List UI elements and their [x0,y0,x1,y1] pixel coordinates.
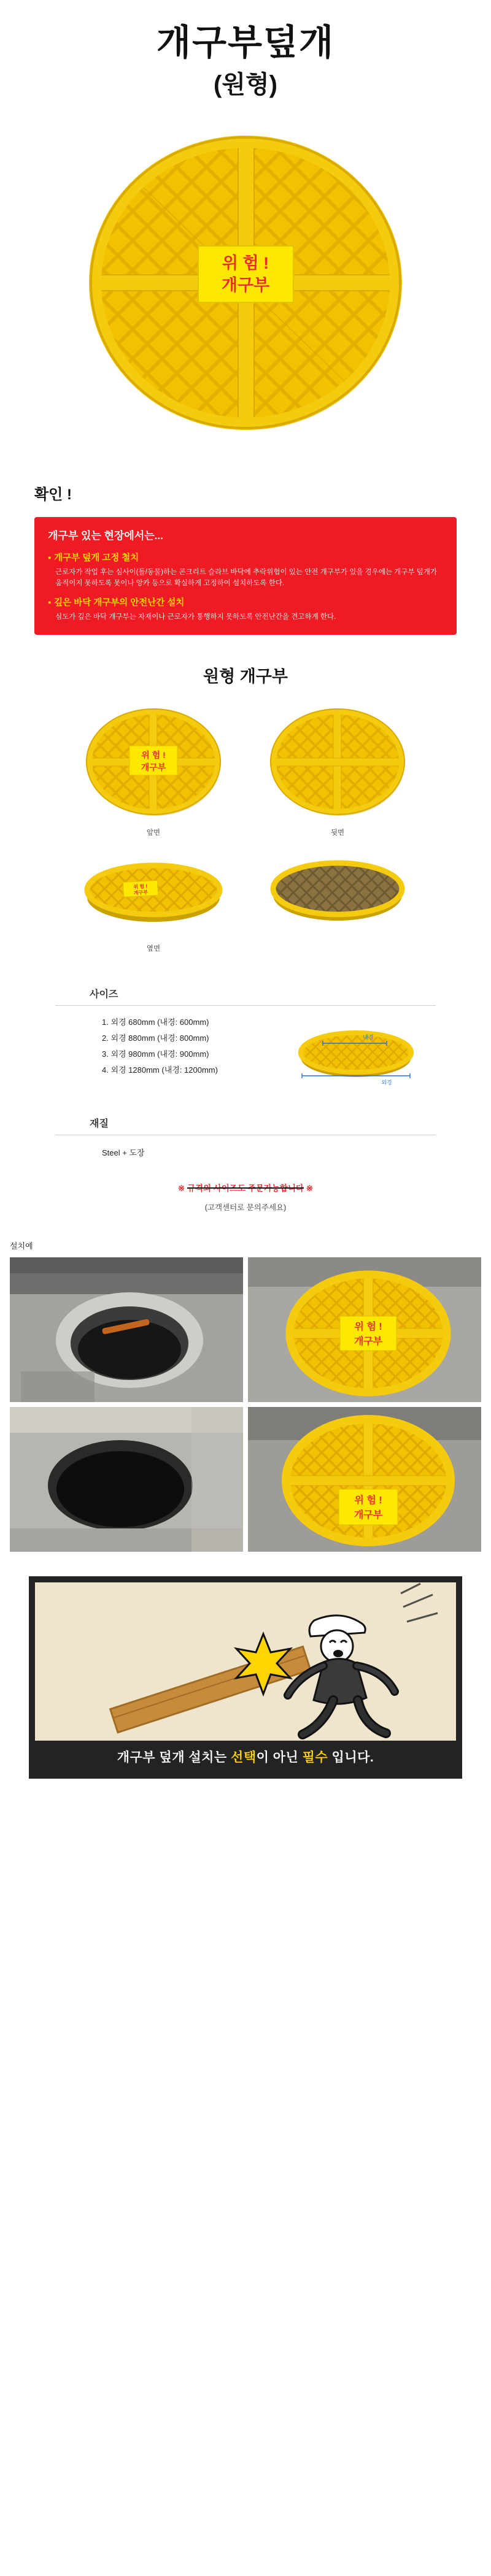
notice-suffix-icon: ※ [306,1183,314,1193]
product-view-back [246,705,430,846]
size-item: 3. 외경 980mm (내경: 900mm) [102,1049,209,1059]
angle-view-illustration [261,846,414,938]
side-sign-line2: 개구부 [133,889,149,896]
confirm-heading: 확인 ! [34,486,72,503]
custom-size-notice [55,1181,436,1213]
footer-slogan-post: 입니다. [328,1750,374,1765]
custom-size-notice-sub: (고객센터로 문의주세요) [204,1203,287,1212]
footer-cartoon [35,1582,456,1741]
install-photo-2 [248,1257,481,1402]
diagram-inner-label: 내경 [363,1033,374,1040]
size-diagram [295,1014,436,1091]
footer-slogan [117,1747,374,1766]
product-view-side [61,846,246,962]
photo4-sign-line2: 개구부 [354,1509,383,1520]
install-photo-3 [10,1407,243,1552]
material-spec-title: 재질 [55,1116,436,1135]
side-view-caption: 옆면 [146,945,161,953]
size-item: 2. 외경 880mm (내경: 800mm) [102,1033,209,1043]
product-view-angle [246,846,430,962]
photo2-sign-line2: 개구부 [354,1336,383,1347]
front-sign-line2: 개구부 [141,762,166,772]
install-section-label: 설치예 [10,1241,33,1251]
warning-sign-line2: 개구부 [221,275,270,294]
front-view-caption: 앞면 [146,829,161,837]
product-view-front [61,705,246,846]
install-photo-1 [10,1257,243,1402]
install-photo-3-illustration [10,1407,243,1552]
notice-prefix-icon: ※ [177,1183,185,1193]
front-view-illustration [77,705,230,822]
material-spec-block [55,1116,436,1158]
side-sign-line1: 위 험 ! [133,883,148,890]
front-sign-line1: 위 험 ! [141,749,166,760]
safety-item-1-head-text: 개구부 덮개 고정 철치 [54,553,139,563]
views-section-heading: 원형 개구부 [203,667,288,686]
size-spec-block [55,986,436,1091]
footer-slogan-mid: 이 아닌 [256,1750,303,1765]
hero-product-illustration [74,120,417,451]
footer-illustration [35,1582,456,1741]
material-value: Steel + 도장 [102,1148,145,1157]
page-title: 개구부덮개 [156,23,335,63]
hero-image [0,120,491,464]
install-photo-4 [248,1407,481,1552]
install-photo-1-illustration [10,1257,243,1402]
safety-item-1-body: 근로자가 작업 후는 심사이(돌/동물)하는 콘크리트 슬라브 바닥에 추락위험이 있는 안전 개구부가 있을 경우에는 개구부 덮개가 움직이지 못하도록 못이나 앙카 등으로 확실하게 고정하여 설치하도록 한다. [55,568,438,588]
diagram-outer-label: 외경 [381,1079,392,1086]
footer-slogan-bar [35,1741,456,1773]
safety-notice-title: 개구부 있는 현장에서는... [48,529,163,542]
install-photo-grid [10,1257,481,1552]
safety-item-2-head [48,596,443,608]
custom-size-notice-main [178,1181,313,1194]
warning-sign [198,246,293,302]
footer-banner [29,1576,462,1779]
size-item: 4. 외경 1280mm (내경: 1200mm) [102,1065,218,1075]
size-spec-title: 사이즈 [55,986,436,1006]
bullet-icon: ▪ [48,553,52,563]
page-title-block [0,0,491,98]
safety-item-2-body: 심도가 깊은 바닥 개구부는 자재이나 근로자가 통행하지 못하도록 안전난간을 견고하게 한다. [55,613,336,621]
install-photo-4-illustration [248,1407,481,1552]
size-list [55,1014,295,1091]
product-views-gallery [55,705,436,962]
bullet-icon: ▪ [48,597,52,608]
safety-item-1-head [48,551,443,564]
safety-item-2-head-text: 깊은 바닥 개구부의 안전난간 설치 [54,597,185,608]
page-subtitle: (원형) [214,71,277,98]
safety-notice-box [34,517,457,635]
footer-slogan-pre: 개구부 덮개 설치는 [117,1750,231,1765]
warning-sign-line1: 위 험 ! [222,253,269,272]
side-view-illustration [77,846,230,938]
notice-main-text: 규격외 사이즈도 주문가능합니다 [187,1181,304,1194]
footer-slogan-highlight-1: 선택 [231,1750,257,1765]
size-item: 1. 외경 680mm (내경: 600mm) [102,1017,209,1027]
footer-slogan-highlight-2: 필수 [302,1750,328,1765]
install-photo-2-illustration [248,1257,481,1402]
photo4-sign-line1: 위 험 ! [354,1495,382,1506]
size-diagram-illustration [295,1014,423,1088]
back-view-illustration [261,705,414,822]
photo2-sign-line1: 위 험 ! [354,1321,382,1332]
back-view-caption: 뒷면 [330,829,345,837]
